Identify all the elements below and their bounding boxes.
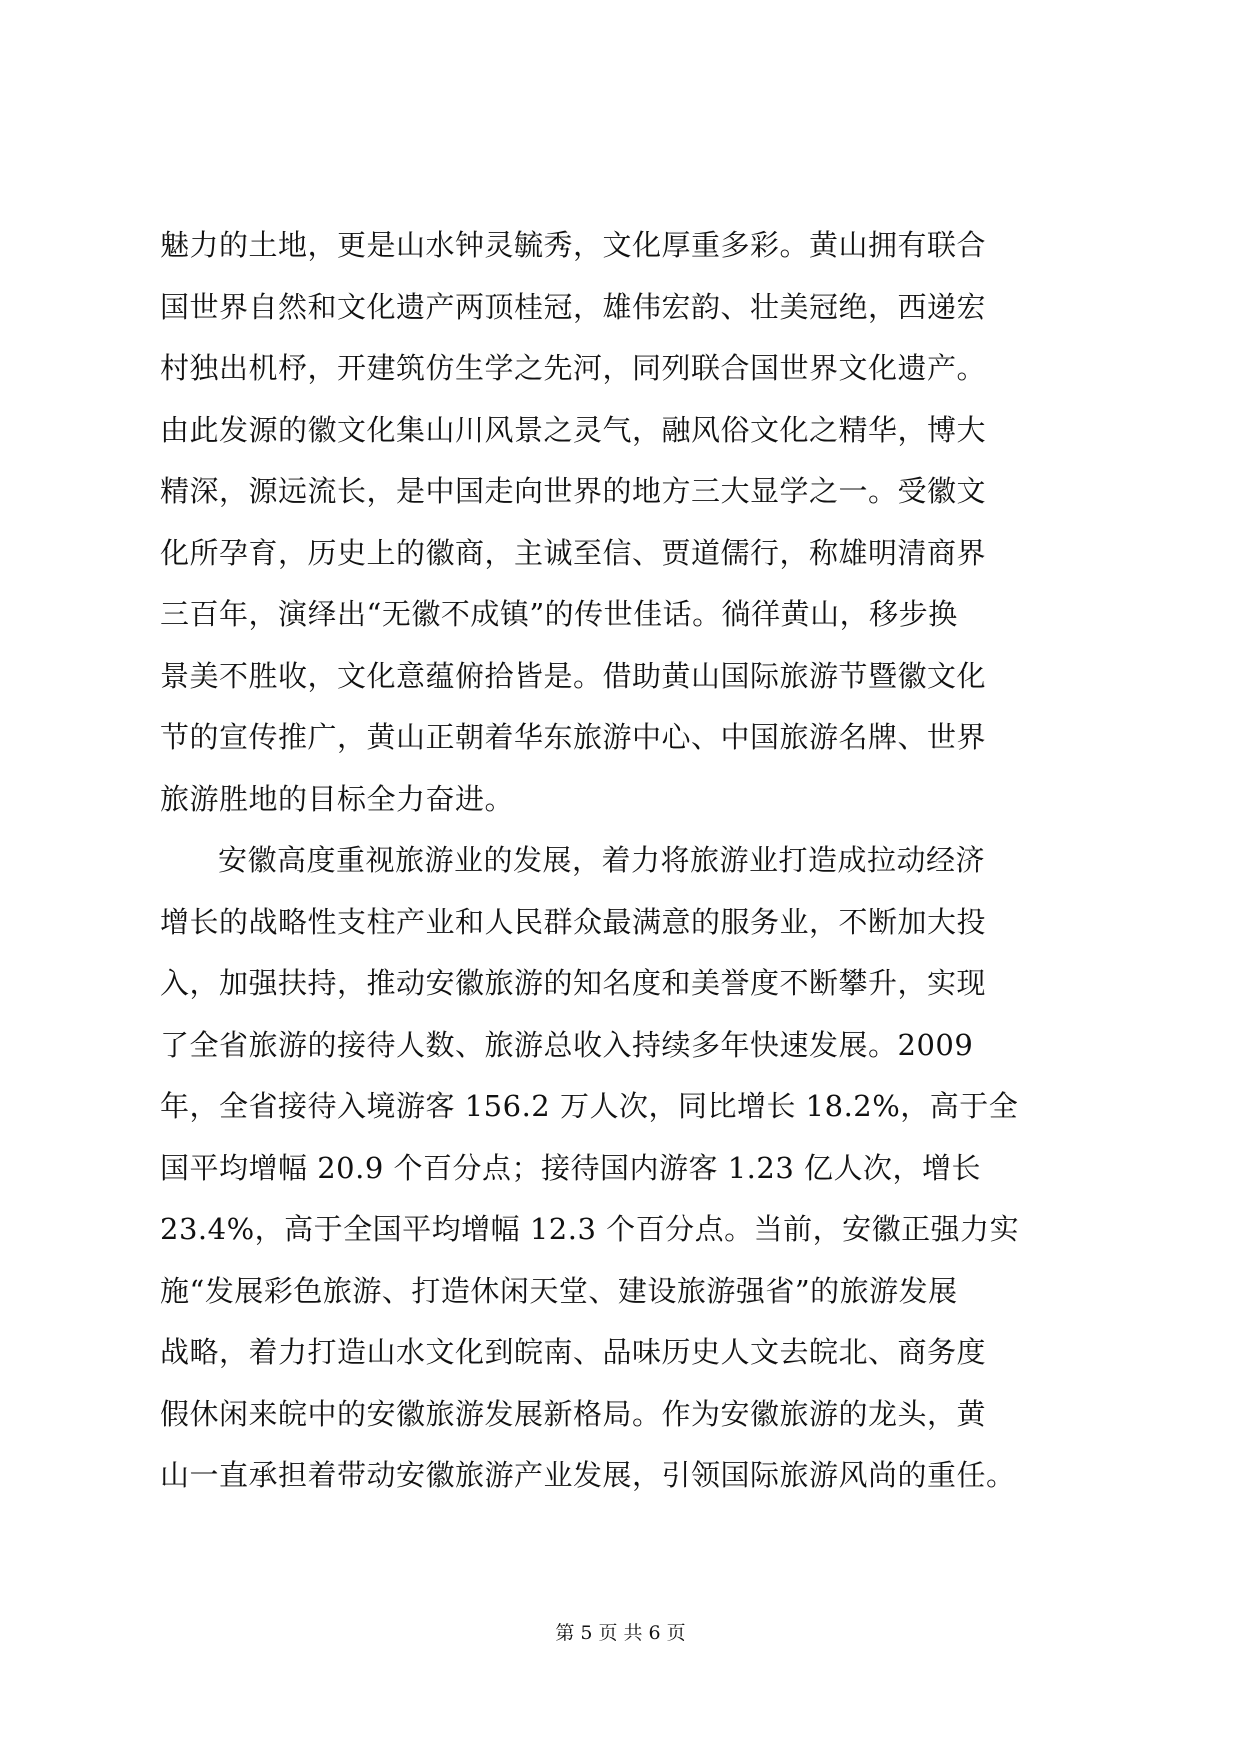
text-line: 安徽高度重视旅游业的发展，着力将旅游业打造成拉动经济 (218, 843, 986, 877)
text-line: 国平均增幅 20.9 个百分点；接待国内游客 1.23 亿人次，增长 (160, 1150, 982, 1185)
text-line: 战略，着力打造山水文化到皖南、品味历史人文去皖北、商务度 (160, 1335, 987, 1369)
body-text (160, 215, 1080, 1507)
text-line: 假休闲来皖中的安徽旅游发展新格局。作为安徽旅游的龙头，黄 (160, 1396, 987, 1431)
text-line: 施“发展彩色旅游、打造休闲天堂、建设旅游强省”的旅游发展 (160, 1273, 958, 1308)
text-line: 由此发源的徽文化集山川风景之灵气，融风俗文化之精华，博大 (160, 412, 987, 447)
text-line: 三百年，演绎出“无徽不成镇”的传世佳话。徜徉黄山，移步换 (160, 597, 958, 631)
text-line: 村独出机杼，开建筑仿生学之先河，同列联合国世界文化遗产。 (160, 351, 987, 385)
page-number-footer: 第 5 页 共 6 页 (555, 1622, 686, 1644)
text-line: 精深，源远流长，是中国走向世界的地方三大显学之一。受徽文 (160, 474, 987, 508)
text-line: 景美不胜收，文化意蕴俯拾皆是。借助黄山国际旅游节暨徽文化 (160, 658, 987, 693)
text-line: 魅力的土地，更是山水钟灵毓秀，文化厚重多彩。黄山拥有联合 (160, 228, 987, 262)
text-line: 年，全省接待入境游客 156.2 万人次，同比增长 18.2%，高于全 (160, 1089, 1019, 1123)
text-line: 节的宣传推广，黄山正朝着华东旅游中心、中国旅游名牌、世界 (160, 720, 987, 754)
text-line: 山一直承担着带动安徽旅游产业发展，引领国际旅游风尚的重任。 (160, 1458, 1016, 1492)
text-line: 增长的战略性支柱产业和人民群众最满意的服务业，不断加大投 (160, 904, 987, 939)
text-line: 化所孕育，历史上的徽商，主诚至信、贾道儒行，称雄明清商界 (160, 535, 987, 570)
text-line: 入，加强扶持，推动安徽旅游的知名度和美誉度不断攀升，实现 (160, 966, 987, 1000)
paragraph-1 (160, 215, 1080, 830)
text-line: 23.4%，高于全国平均增幅 12.3 个百分点。当前，安徽正强力实 (160, 1212, 1020, 1246)
text-line: 旅游胜地的目标全力奋进。 (160, 781, 515, 816)
text-line: 国世界自然和文化遗产两顶桂冠，雄伟宏韵、壮美冠绝，西递宏 (160, 289, 987, 324)
paragraph-2 (160, 830, 1080, 1507)
text-line: 了全省旅游的接待人数、旅游总收入持续多年快速发展。2009 (160, 1027, 974, 1062)
